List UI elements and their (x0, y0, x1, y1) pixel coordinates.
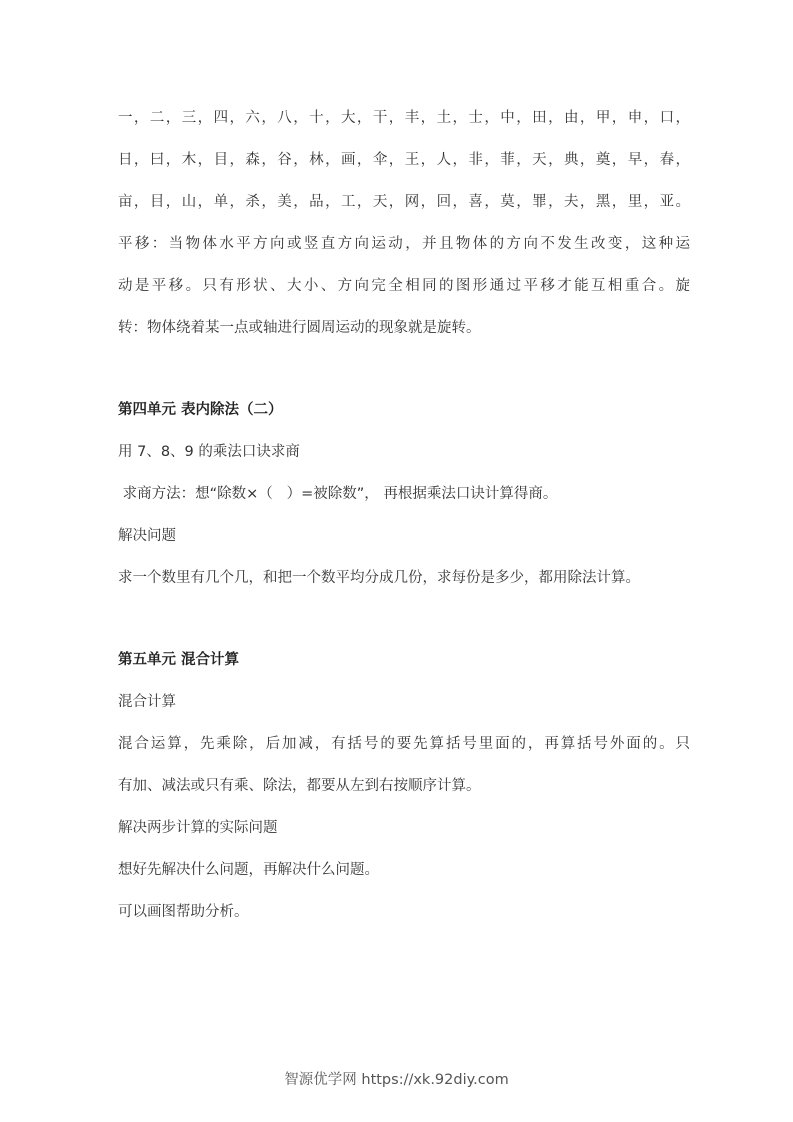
char-row-2: 日，曰，木，目，森，谷，林，画，伞，王，人，非，菲，天，典，奠，早，春， (118, 152, 690, 168)
unit4-method: 求商方法：想“除数×（ ）=被除数”， 再根据乘法口诀计算得商。 (118, 486, 558, 502)
unit4-problem-text: 求一个数里有几个几，和把一个数平均分成几份，求每份是多少，都用除法计算。 (118, 570, 640, 586)
unit4-title: 第四单元 表内除法（二） (118, 402, 283, 418)
unit5-title: 第五单元 混合计算 (118, 652, 240, 668)
unit5-tip-2: 可以画图帮助分析。 (118, 904, 249, 920)
unit5-tip-1: 想好先解决什么问题，再解决什么问题。 (118, 862, 379, 878)
char-row-3: 亩，目，山，单，杀，美，品，工，天，网，回，喜，莫，罪，夫，黑，里，亚。 (118, 194, 690, 210)
unit5-rule-line-1: 混合运算，先乘除，后加减，有括号的要先算括号里面的，再算括号外面的。只 (118, 736, 690, 752)
footer-watermark: 智源优学网 https://xk.92diy.com (284, 1072, 509, 1088)
unit5-rule-line-2: 有加、减法或只有乘、除法，都要从左到右按顺序计算。 (118, 778, 481, 794)
unit5-subtitle: 混合计算 (118, 694, 176, 710)
unit5-two-step-heading: 解决两步计算的实际问题 (118, 820, 278, 836)
char-row-1: 一，二，三，四，六，八，十，大，干，丰，土，士，中，田，由，甲，申，口， (118, 110, 690, 126)
translation-line-1: 平移：当物体水平方向或竖直方向运动，并且物体的方向不发生改变，这种运 (118, 236, 690, 252)
unit4-problem-heading: 解决问题 (118, 528, 176, 544)
rotation-line: 转：物体绕着某一点或轴进行圆周运动的现象就是旋转。 (118, 320, 481, 336)
unit4-subtitle: 用 7、8、9 的乘法口诀求商 (118, 444, 300, 460)
translation-line-2: 动是平移。只有形状、大小、方向完全相同的图形通过平移才能互相重合。旋 (118, 278, 690, 294)
